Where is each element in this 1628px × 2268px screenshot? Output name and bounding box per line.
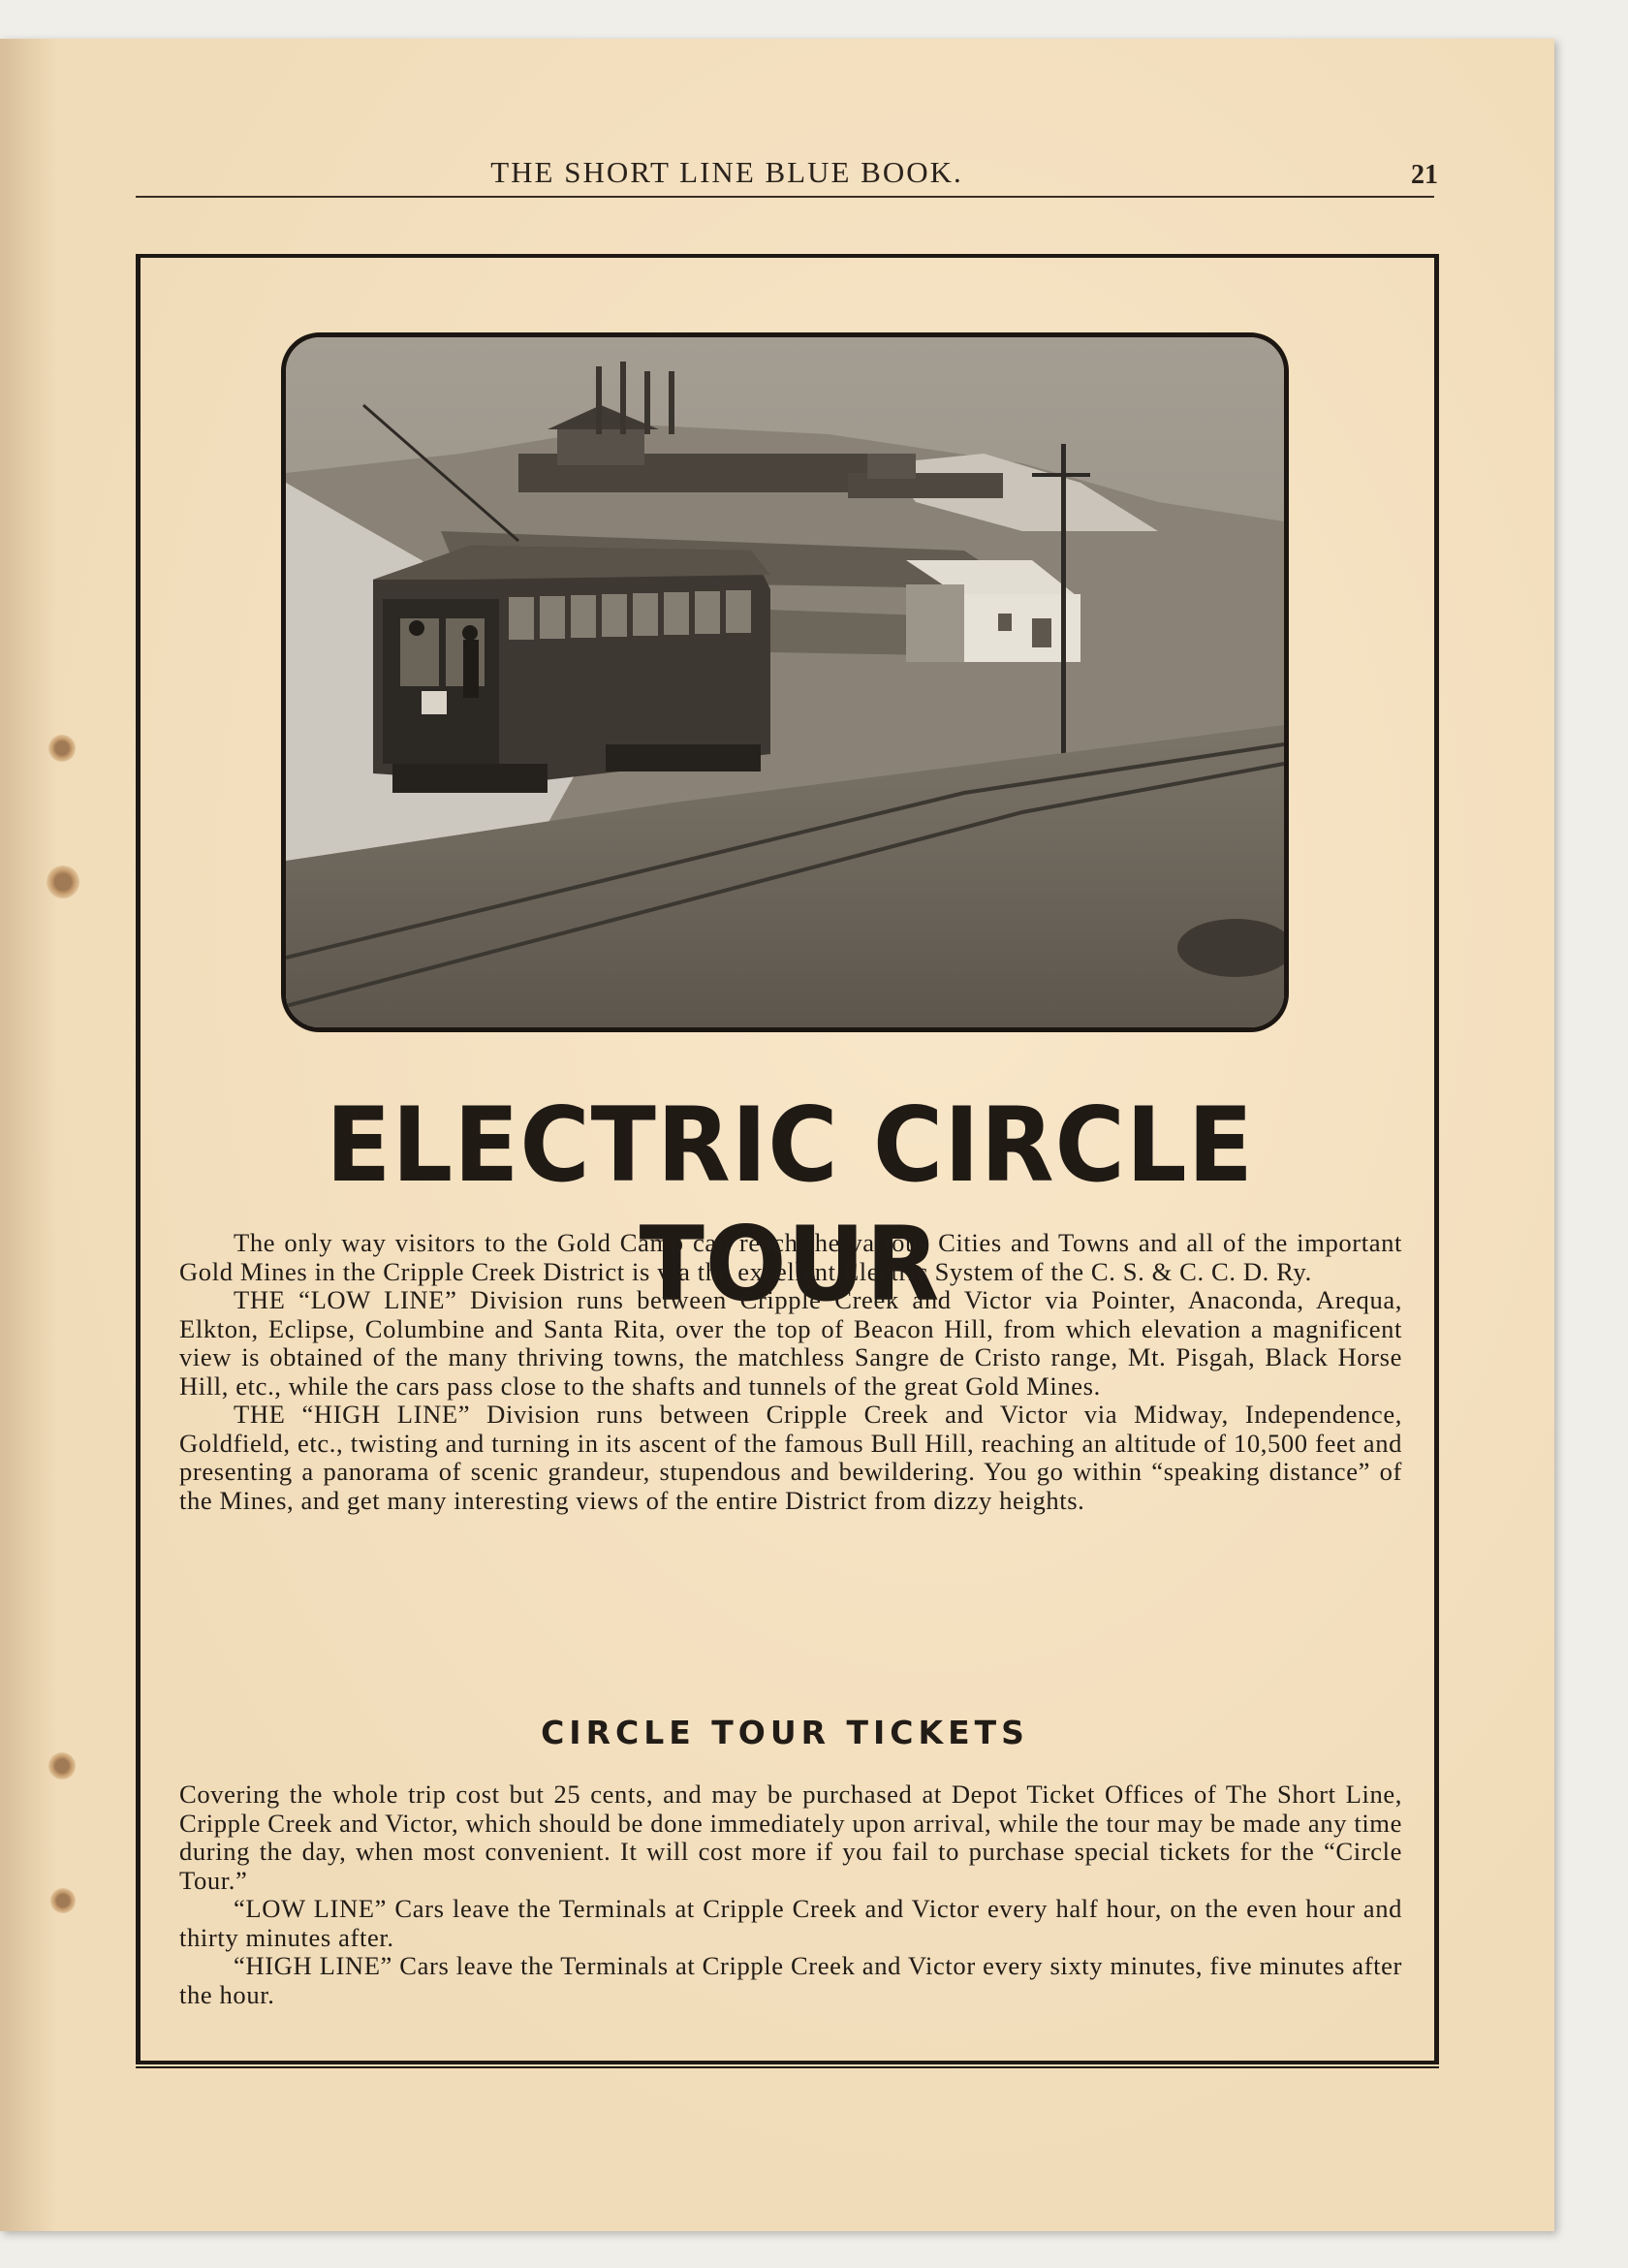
tickets-paragraph: Covering the whole trip cost but 25 cents, and may be purchased at Depot Ticket Offices of The Short Line, Cripple Creek and Victor, which should be done immediately upon arrival, while the tour may be made any time during the day, when most convenient. It will cost more if you fail to purchase special tickets for the “Circle Tour.” (179, 1780, 1402, 1895)
intro-paragraph: The only way visitors to the Gold Camp can reach the various Cities and Towns and all of the important Gold Mines in the Cripple Creek District is via the excellent Electric System of the C. S. & C. C. D. Ry. (179, 1228, 1402, 1286)
streetcar-photo (281, 332, 1289, 1032)
intro-paragraph: THE “HIGH LINE” Division runs between Cripple Creek and Victor via Midway, Independence, Goldfield, etc., twisting and turning in its ascent of the famous Bull Hill, reaching an altitude of 10,500 feet and presenting a panorama of scenic grandeur, stupendous and bewildering. You go within “speaking distance” of the Mines, and get many interesting views of the entire District from dizzy heights. (179, 1400, 1402, 1515)
intro-text (179, 1229, 1402, 1515)
tickets-heading: CIRCLE TOUR TICKETS (541, 1714, 1029, 1751)
headline: ELECTRIC CIRCLE TOUR (326, 1086, 1254, 1324)
streetcar-photo-illustration (286, 337, 1284, 1027)
binding-hole (48, 1752, 76, 1780)
page-number: 21 (1411, 160, 1438, 190)
tickets-paragraph: “LOW LINE” Cars leave the Terminals at Cripple Creek and Victor every half hour, on the even hour and thirty minutes after. (179, 1894, 1402, 1952)
binding-hole (48, 735, 76, 762)
header-rule (136, 196, 1434, 198)
tickets-paragraph: “HIGH LINE” Cars leave the Terminals at Cripple Creek and Victor every sixty minutes, five minutes after the hour. (179, 1951, 1402, 2009)
page-gutter-shadow (0, 39, 58, 2231)
tickets-text (179, 1780, 1402, 2009)
intro-paragraph: THE “LOW LINE” Division runs between Cripple Creek and Victor via Pointer, Anaconda, Arequa, Elkton, Eclipse, Columbine and Santa Rita, over the top of Beacon Hill, from which elevation a magnificent view is obtained of the many thriving towns, the matchless Sangre de Cristo range, Mt. Pisgah, Black Horse Hill, etc., while the cars pass close to the shafts and tunnels of the great Gold Mines. (179, 1285, 1402, 1401)
binding-hole (50, 1888, 76, 1913)
binding-hole (47, 866, 79, 898)
running-header: THE SHORT LINE BLUE BOOK. (490, 155, 963, 189)
advert-border-bottom-rule (136, 2066, 1439, 2068)
